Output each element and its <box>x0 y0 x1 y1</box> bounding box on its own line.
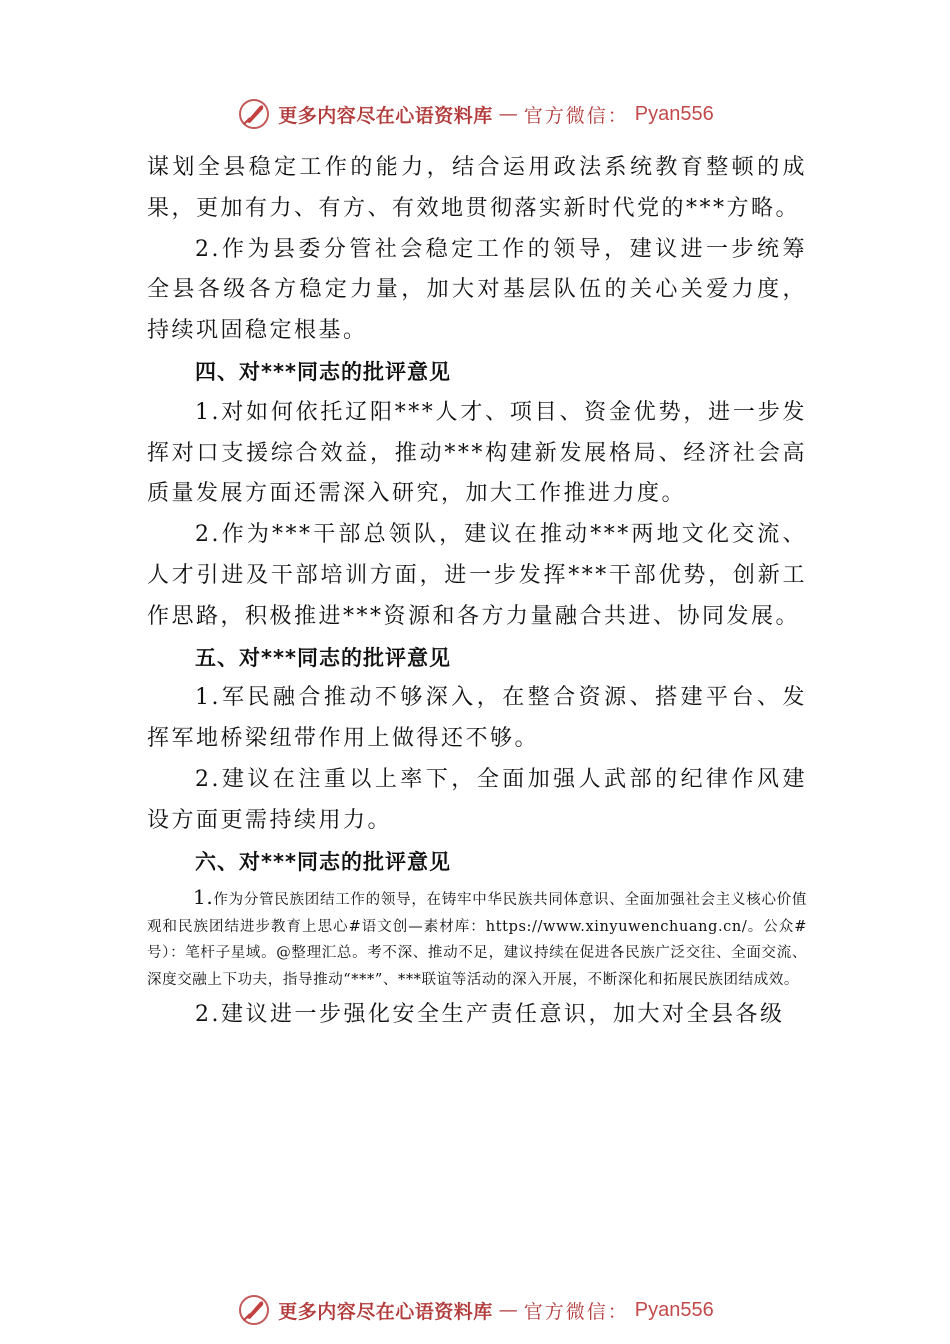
section-heading-4: 四、对***同志的批评意见 <box>195 359 451 384</box>
banner-main-text: 更多内容尽在心语资料库 <box>278 104 493 127</box>
paragraph: 1.对如何依托辽阳***人才、项目、资金优势，进一步发挥对口支援综合效益，推动***构建新发展格局、经济社会高质量发展方面还需深入研究，加大工作推进力度。 <box>147 399 807 507</box>
paragraph: 2.建议进一步强化安全生产责任意识，加大对全县各级 <box>195 1001 785 1027</box>
paragraph-small-print <box>147 884 807 993</box>
document-body <box>147 148 807 1036</box>
paragraph: 1.军民融合推动不够深入，在整合资源、搭建平台、发挥军地桥梁纽带作用上做得还不够。 <box>147 685 807 752</box>
paragraph: 2.作为***干部总领队，建议在推动***两地文化交流、人才引进及干部培训方面，进一步发挥***干部优势，创新工作思路，积极推进***资源和各方力量融合共进、协同发展。 <box>147 522 807 629</box>
banner-dash: — <box>498 103 518 125</box>
list-number: 1. <box>193 885 214 910</box>
footer-watermark-banner <box>0 1290 950 1330</box>
feather-pen-logo-icon <box>236 96 272 132</box>
banner-main-text: 更多内容尽在心语资料库 <box>278 1300 493 1323</box>
banner-sub-text: 官方微信： <box>523 104 629 127</box>
banner-sub-text: 官方微信： <box>523 1300 629 1323</box>
header-watermark-banner <box>0 94 950 134</box>
paragraph: 2.建议在注重以上率下，全面加强人武部的纪律作风建设方面更需持续用力。 <box>147 766 807 833</box>
small-print-text: 作为分管民族团结工作的领导，在铸牢中华民族共同体意识、全面加强社会主义核心价值观和民族团结进步教育上思心#语文创—素材库：https://www.xinyuwenchuang.cn/。公众#号）：笔杆子星域。@整理汇总。考不深、推动不足，建议持续在促进各民族广泛交往、全面交流、深度交融上下功夫，指导推动“***”、***联谊等活动的深入开展，不断深化和拓展民族团结成效。 <box>147 892 807 988</box>
feather-pen-logo-icon <box>236 1292 272 1328</box>
banner-dash: — <box>498 1299 518 1321</box>
paragraph: 2.作为县委分管社会稳定工作的领导，建议进一步统筹全县各级各方稳定力量，加大对基层队伍的关心关爱力度， 持续巩固稳定根基。 <box>147 236 807 344</box>
banner-wechat-id: Pyan556 <box>634 1298 714 1321</box>
section-heading-5: 五、对***同志的批评意见 <box>195 645 451 670</box>
paragraph-continued: 谋划全县稳定工作的能力，结合运用政法系统教育整顿的成果，更加有力、有方、有效地贯彻落实新时代党的***方略。 <box>147 155 807 221</box>
section-heading-6: 六、对***同志的批评意见 <box>195 849 451 874</box>
banner-wechat-id: Pyan556 <box>634 102 714 125</box>
